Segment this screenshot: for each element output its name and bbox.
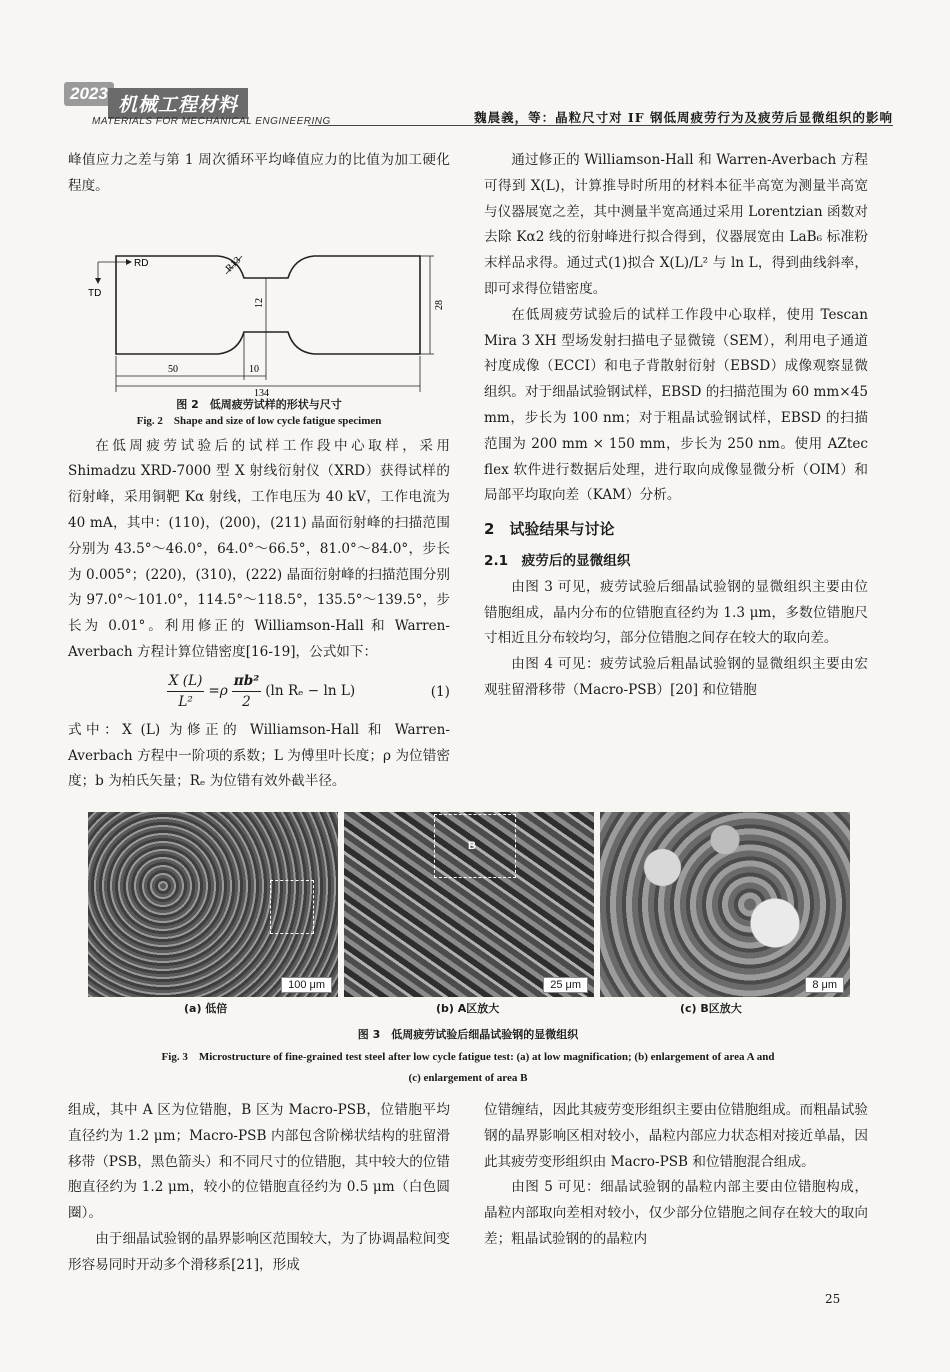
area-b-label: B [468,840,476,852]
figure-2-caption-en: Fig. 2 Shape and size of low cycle fatigue specimen [136,414,382,427]
scale-bar-b: 25 μm [543,977,588,993]
bottom-right-column [484,1098,868,1253]
scale-bar-a: 100 μm [281,977,332,993]
paragraph: 在低周疲劳试验后的试样工作段中心取样，采用 Shimadzu XRD-7000 型 X 射线衍射仪（XRD）获得试样的衍射峰，采用铜靶 Kα 射线，工作电压为 40 kV，工作电流为 40 mA，其中：(110)，(200)，(211) 晶面衍射峰的扫描范围分别为 43.5°～46.0°，64.0°～66.5°，81.0°～84.0°，步长为 0.005°；(220)，(310)，(222) 晶面衍射峰的扫描范围分别为 97.0°～101.0°，114.5°～118.5°，135.5°～139.5°，步长为 0.01°。利用修正的 Williamson-Hall 和 Warren-Averbach 方程计算位错密度[16-19]，公式如下： [68,437,450,660]
eq-lhs-num: X (L) [167,671,205,692]
right-column [484,148,868,704]
dim-50: 50 [168,363,178,375]
label-radius: R13 [223,254,244,274]
eq-equals: =ρ [208,682,228,699]
label-td: TD [88,287,102,299]
left-column [68,148,450,795]
paragraph: 由于细晶试验钢的晶界影响区范围较大，为了协调晶粒间变形容易同时开动多个滑移系[21]，形成 [68,1230,450,1273]
paragraph: 位错缠结，因此其疲劳变形组织主要由位错胞组成。而粗晶试验钢的晶界影响区相对较小，晶粒内部应力状态相对接近单晶，因此其疲劳变形组织由 Macro-PSB 和位错胞混合组成。 [484,1102,868,1170]
rd-arrow-icon [126,259,132,265]
section-heading: 2 试验结果与讨论 [484,520,615,539]
figure-2 [68,206,450,396]
page-number: 25 [825,1292,841,1306]
eq-lhs [167,671,205,712]
eq-lhs-den: L² [178,694,193,711]
figure-2-caption-cn: 图 2 低周疲劳试样的形状与尺寸 [176,397,342,411]
dim-134: 134 [254,387,269,396]
equation-1 [68,666,450,718]
bottom-left-column [68,1098,450,1279]
journal-year: 2023 [64,82,114,106]
figure-3-caption-cn: 图 3 低周疲劳试验后细晶试验钢的显微组织 [357,1028,579,1041]
journal-title-cn: 机械工程材料 [108,88,248,119]
figure-3-caption [68,1026,868,1087]
subfig-label-c: (c) B区放大 [680,1002,742,1015]
journal-title-en: MATERIALS FOR MECHANICAL ENGINEERING [92,116,331,127]
eq-rhs [232,671,261,712]
eq-tail: (ln Rₑ − ln L) [265,682,356,699]
eq-rhs-num: πb² [232,671,261,692]
paragraph: 由图 5 可见：细晶试验钢的晶粒内部主要由位错胞构成，晶粒内部取向差相对较小，仅少部分位错胞之间存在较大的取向差；粗晶试验钢的的晶粒内 [484,1179,868,1247]
paragraph: 式中：X (L) 为修正的 Williamson-Hall 和 Warren-Averbach 方程中一阶项的系数；L 为傅里叶长度；ρ 为位错密度；b 为柏氏矢量；Rₑ 为位错有效外截半径。 [68,721,450,790]
subfig-label-b: (b) A区放大 [436,1002,500,1015]
td-arrow-icon [95,278,101,284]
journal-header [58,82,893,132]
dim-10: 10 [249,363,259,375]
running-title: 魏晨義，等：晶粒尺寸对 IF 钢低周疲劳行为及疲劳后显微组织的影响 [474,110,893,125]
figure-3-caption-en: Fig. 3 Microstructure of fine-grained test steel after low cycle fatigue test: (a) at low magnification; (b) enlargement of area A and [161,1051,775,1063]
paragraph: 由图 4 可见：疲劳试验后粗晶试验钢的显微组织主要由宏观驻留滑移带（Macro-PSB）[20] 和位错胞 [484,656,868,698]
paragraph: 通过修正的 Williamson-Hall 和 Warren-Averbach 方程可得到 X(L)，计算推导时所用的材料本征半高宽为测量半高宽与仪器展宽之差，其中测量半宽高通过采用 Lorentzian 函数对去除 Kα2 线的衍射峰进行拟合得到，仪器展宽由 LaB₆ 标准粉末样品求得。通过式(1)拟合 X(L)/L² 与 ln L，得到曲线斜率，即可求得位错密度。 [484,152,868,297]
dim-28: 28 [434,299,445,310]
paragraph: 在低周疲劳试验后的试样工作段中心取样，使用 Tescan Mira 3 XH 型场发射扫描电子显微镜（SEM），利用电子通道衬度成像（ECCI）和电子背散射衍射（EBSD）成像观察显微组织。对于细晶试验钢试样，EBSD 的扫描范围为 60 mm×45 mm，步长为 100 nm；对于粗晶试验钢试样，EBSD 的扫描范围为 200 mm × 150 mm，步长为 250 nm。使用 AZtec flex 软件进行数据后处理，进行取向成像显微分析（OIM）和局部平均取向差（KAM）分析。 [484,306,868,504]
paragraph: 峰值应力之差与第 1 周次循环平均峰值应力的比值为加工硬化程度。 [68,152,450,194]
dashed-box-a [270,880,314,934]
subsection-heading: 2.1 疲劳后的显微组织 [484,552,631,569]
scale-bar-c: 8 μm [805,977,844,993]
paragraph: 由图 3 可见，疲劳试验后细晶试验钢的显微组织主要由位错胞组成，晶内分布的位错胞直径约为 1.3 μm，多数位错胞尺寸相近且分布较均匀，部分位错胞之间存在较大的取向差。 [484,578,868,647]
specimen-drawing [68,206,450,396]
figure-3-caption-en-2: (c) enlargement of area B [408,1072,528,1084]
eq-rhs-den: 2 [242,694,251,711]
subfig-label-a: (a) 低倍 [184,1002,228,1015]
dim-12: 12 [254,297,265,308]
micrograph-c [600,812,850,997]
paragraph: 组成，其中 A 区为位错胞，B 区为 Macro-PSB，位错胞平均直径约为 1.2 μm；Macro-PSB 内部包含阶梯状结构的驻留滑移带（PSB，黑色箭头）和不同尺寸的位错胞，其中较大的位错胞直径约为 1.2 μm，较小的位错胞直径约为 0.5 μm（白色圆圈）。 [68,1102,450,1222]
micrograph-a [88,812,338,997]
eq-number: (1) [430,683,450,700]
label-rd: RD [134,257,149,269]
micrograph-b [344,812,594,997]
